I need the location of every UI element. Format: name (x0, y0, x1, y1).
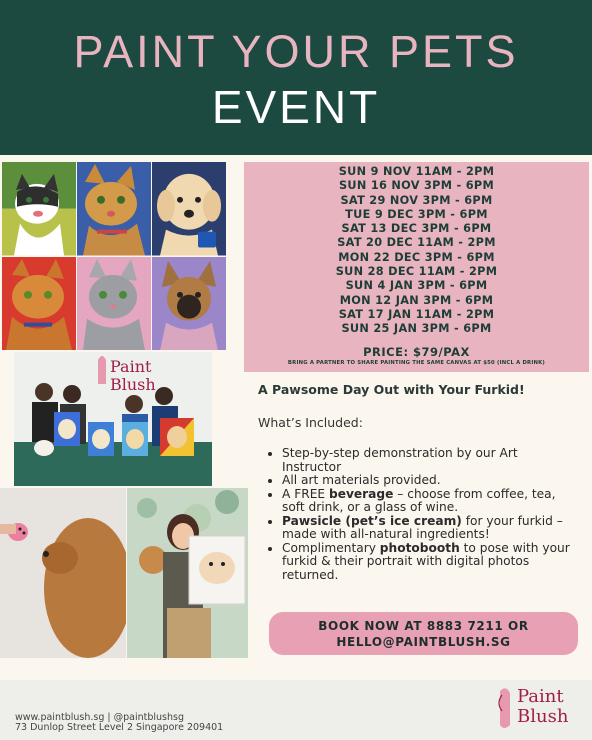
svg-text:Blush: Blush (110, 375, 156, 394)
book-line2: HELLO@PAINTBLUSH.SG (336, 635, 511, 649)
owner-portrait-photo (127, 488, 248, 658)
painting-cat-1 (2, 162, 76, 256)
painting-cat-3 (2, 257, 76, 351)
painting-dog-2 (152, 257, 226, 351)
feature-item: • All art materials provided. (282, 474, 578, 488)
price-text: PRICE: $79/PAX (363, 344, 470, 359)
date-row: SUN 4 JAN 3PM - 6PM (345, 279, 488, 293)
footer-logo-line1: Paint (517, 686, 564, 707)
schedule-box (244, 162, 589, 372)
feature-item: • Complimentary photobooth to pose with your furkid & their portrait with digital photos returned. (282, 542, 578, 583)
svg-text:Paint: Paint (110, 357, 152, 376)
date-row: SAT 13 DEC 3PM - 6PM (341, 222, 492, 236)
date-row: SUN 25 JAN 3PM - 6PM (341, 322, 492, 336)
date-row: MON 22 DEC 3PM - 6PM (338, 250, 495, 264)
header-banner (0, 0, 592, 155)
dog-pawsicle-photo (0, 488, 126, 658)
event-title-line2: EVENT (211, 81, 381, 133)
features-list (258, 447, 578, 582)
painting-cat-2 (77, 162, 151, 256)
event-title-line1: PAINT YOUR PETS (73, 26, 519, 77)
date-row: SUN 16 NOV 3PM - 6PM (338, 179, 495, 193)
footer-contact: www.paintblush.sg | @paintblushsg (15, 712, 184, 723)
date-row: SAT 29 NOV 3PM - 6PM (340, 193, 493, 207)
date-row: SAT 17 JAN 11AM - 2PM (338, 307, 495, 321)
group-photo (14, 352, 212, 486)
footer-address: 73 Dunlop Street Level 2 Singapore 209401 (15, 722, 224, 733)
feature-item: • Step-by-step demonstration by our Art Instructor (282, 447, 578, 474)
footer-logo-line2: Blush (517, 706, 569, 727)
date-row: SUN 9 NOV 11AM - 2PM (338, 165, 495, 178)
painting-cat-4 (77, 257, 151, 351)
painting-dog-1 (152, 162, 226, 256)
partner-note: BRING A PARTNER TO SHARE PAINTING THE SAME CANVAS AT $50 (INCL A DRINK) (287, 359, 546, 366)
feature-item: • A FREE beverage – choose from coffee, tea, soft drink, or a glass of wine. (282, 488, 578, 515)
book-now-button[interactable] (269, 612, 578, 655)
event-info (258, 382, 578, 582)
tagline: A Pawsome Day Out with Your Furkid! (258, 382, 525, 397)
date-row: TUE 9 DEC 3PM - 6PM (345, 207, 488, 221)
feature-item: • Pawsicle (pet’s ice cream) for your furkid – made with all-natural ingredients! (282, 515, 578, 542)
date-row: MON 12 JAN 3PM - 6PM (339, 293, 494, 307)
book-line1: BOOK NOW AT 8883 7211 OR (318, 619, 529, 633)
date-row: SAT 20 DEC 11AM - 2PM (337, 236, 496, 250)
pet-painting-grid (2, 162, 226, 350)
included-heading: What’s Included: (258, 415, 363, 430)
date-row: SUN 28 DEC 11AM - 2PM (335, 265, 498, 279)
